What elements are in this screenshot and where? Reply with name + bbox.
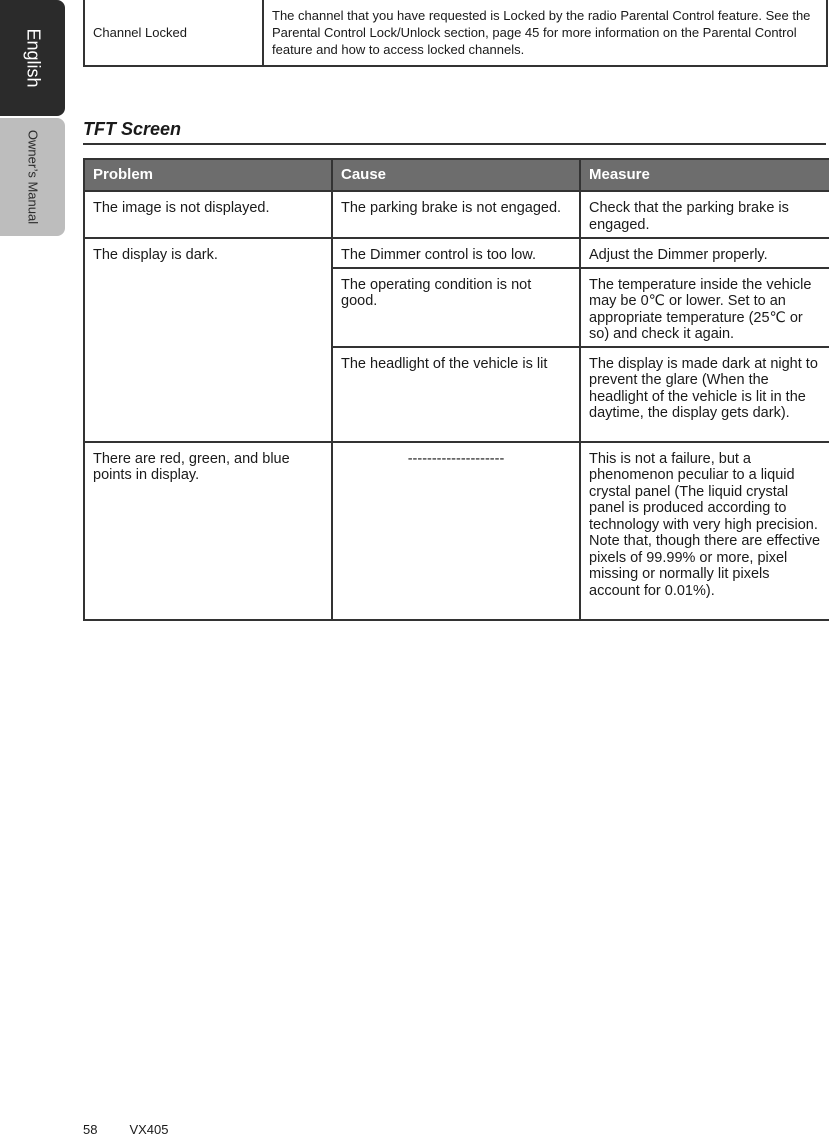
table-row [84, 238, 829, 268]
cause-cell: The operating condition is not good. [332, 268, 580, 347]
page-footer [83, 1122, 201, 1137]
channel-locked-label: Channel Locked [84, 0, 263, 66]
language-tab-label: English [23, 28, 43, 88]
manual-tab [0, 118, 65, 236]
channel-locked-table [83, 0, 828, 67]
header-measure: Measure [580, 159, 829, 191]
model-name: VX405 [129, 1122, 169, 1137]
manual-tab-label: Owner’s Manual [25, 129, 40, 225]
table-row [84, 191, 829, 238]
problem-cell: There are red, green, and blue points in display. [84, 442, 332, 620]
measure-cell: Adjust the Dimmer properly. [580, 238, 829, 268]
header-cause: Cause [332, 159, 580, 191]
section-title: TFT Screen [83, 118, 826, 145]
cause-cell: The headlight of the vehicle is lit [332, 347, 580, 442]
measure-cell: The display is made dark at night to prevent the glare (When the headlight of the vehicle is lit in the daytime, the display gets dark). [580, 347, 829, 442]
channel-locked-description: The channel that you have requested is Locked by the radio Parental Control feature. See the Parental Control Lock/Unlock section, page 45 for more information on the Parental Control feature and how to access locked channels. [263, 0, 827, 66]
tft-screen-table [83, 158, 829, 621]
measure-cell: The temperature inside the vehicle may be 0℃ or lower. Set to an appropriate temperature (25℃ or so) and check it again. [580, 268, 829, 347]
problem-cell: The display is dark. [84, 238, 332, 442]
table-row [84, 442, 829, 620]
cause-cell: The parking brake is not engaged. [332, 191, 580, 238]
header-problem: Problem [84, 159, 332, 191]
problem-cell: The image is not displayed. [84, 191, 332, 238]
table-header-row [84, 159, 829, 191]
language-tab [0, 0, 65, 116]
table-row [84, 0, 827, 66]
page-number: 58 [83, 1122, 98, 1137]
measure-cell: Check that the parking brake is engaged. [580, 191, 829, 238]
cause-cell: The Dimmer control is too low. [332, 238, 580, 268]
cause-cell: -------------------- [332, 442, 580, 620]
measure-cell: This is not a failure, but a phenomenon peculiar to a liquid crystal panel (The liquid crystal panel is produced according to technology with very high precision. Note that, though there are effective pixels of 99.99% or more, pixel missing or normally lit pixels account for 0.01%). [580, 442, 829, 620]
